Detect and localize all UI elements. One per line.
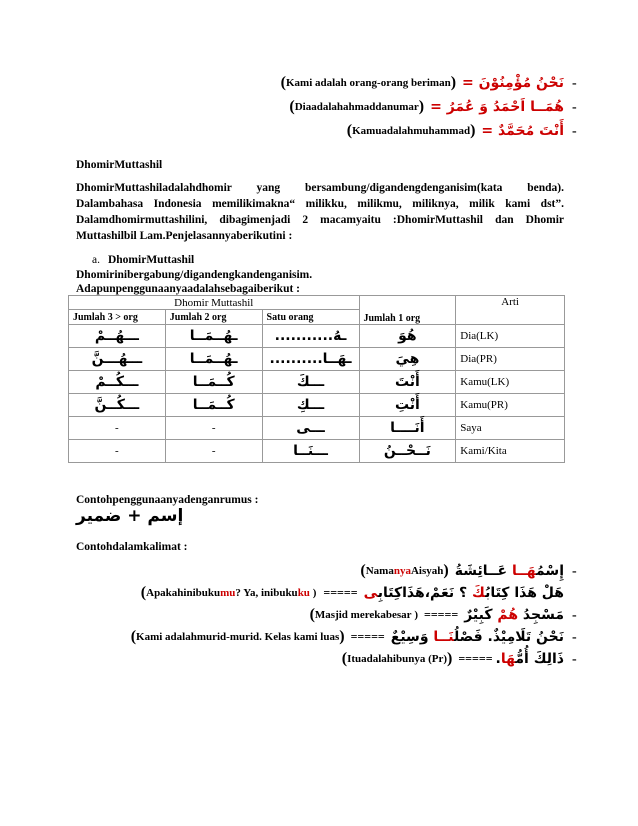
table-cell: Kamu(PR) [456, 394, 565, 417]
sentence-latin: Nama [365, 565, 394, 577]
table-cell: ـهُ........... [262, 325, 359, 348]
table-cell: أَنَــــا [359, 417, 456, 440]
table-cell: Saya [456, 417, 565, 440]
table-cell: كُــمَــا [165, 394, 262, 417]
sentence-latin: Aisyah [410, 565, 444, 577]
table-cell: ـهُــمَــا [165, 325, 262, 348]
col-header-single: Jumlah 1 org [359, 296, 456, 325]
dhomir-table [68, 295, 565, 463]
table-cell: ـــكِ [262, 394, 359, 417]
table-row [69, 325, 565, 348]
subsection-heading [76, 252, 564, 268]
sentence-line-2: (Apakahinibukumu? Ya, inibukuku ) ===== هَلْ هَذَا كِتَابُكَ ؟ نَعَمْ،هَذَاكِتَابِى [140, 584, 564, 601]
example-line-2: (Diaadalahahmaddanumar) هُمَــا اَحْمَدُ وَ عُمَرُ = - [289, 98, 577, 115]
table-cell: ـــنَــا [262, 440, 359, 463]
table-cell: ـــى [262, 417, 359, 440]
equals-sign: ===== [423, 607, 459, 622]
list-marker: a. [92, 254, 100, 266]
col-header-plural: Jumlah 3 > org [69, 310, 166, 325]
table-cell: Dia(PR) [456, 348, 565, 371]
sentence-line-5: (Ituadalahibunya (Pr)) ===== ذَالِكَ أُمُّهَا. - [341, 650, 577, 667]
table-row [69, 348, 565, 371]
bullet-dash: - [572, 76, 577, 91]
table-cell: نَــحْــنُ [359, 440, 456, 463]
col-header-dual: Jumlah 2 org [165, 310, 262, 325]
sentence-line-1: (NamanyaAisyah) إِسْمُهَــا عَــائِشَةُ - [360, 562, 577, 579]
table-cell: - [165, 440, 262, 463]
bullet-dash: - [572, 564, 577, 579]
formula-title: Contohpenggunaanyadenganrumus : [76, 494, 259, 506]
col-header-arti: Arti [456, 296, 565, 325]
table-row [69, 417, 565, 440]
table-cell: ـهُــمَــا [165, 348, 262, 371]
table-cell: Dia(LK) [456, 325, 565, 348]
equals-sign: ===== [323, 585, 358, 600]
table-cell: ـهَــا.......... [262, 348, 359, 371]
group-header: Dhomir Muttashil [69, 296, 360, 310]
sentence-line-4: (Kami adalahmurid-murid. Kelas kami luas) ===== نَحْنُ تَلَامِيْذٌ. فَصْلُنَــا وَسِيْعٌ - [130, 628, 577, 645]
table-row [69, 371, 565, 394]
table-cell: - [69, 440, 166, 463]
equals-sign: ===== [458, 651, 493, 666]
table-cell: ـــكَ [262, 371, 359, 394]
sentence-arabic: ذَالِكَ أُمُّهَا. [495, 651, 564, 667]
example-latin: Kamuadalahmuhammad [352, 125, 471, 137]
sentence-arabic: نَحْنُ تَلَامِيْذٌ. فَصْلُنَــا وَسِيْعٌ [390, 629, 564, 645]
formula: إسم + ضمير [76, 506, 184, 526]
sentence-latin-highlight: nya [393, 565, 411, 577]
table-group-header-row [69, 296, 565, 310]
sentence-arabic: إِسْمُهَــا عَــائِشَةُ [454, 563, 564, 579]
table-cell: ـــكُــنَّ [69, 394, 166, 417]
table-cell: Kami/Kita [456, 440, 565, 463]
table-cell: كُــمَــا [165, 371, 262, 394]
subsection-line-2: Adapunpenggunaanyaadalahsebagaiberikut : [76, 283, 301, 295]
table-cell: - [165, 417, 262, 440]
table-row [69, 440, 565, 463]
intro-paragraph: DhomirMuttashiladalahdhomir yang bersambung/digandengdenganisim(kata benda). Dalambahasa Indonesia memilikimakna“ milikku, milikmu, miliknya, milik kami dst”. Dalamdhomirmuttashilini, dibagimenjadi 2 macamyaitu :DhomirMuttashil dan Dhomir Muttashilbil Lam.Penjelasannyaberikutini : [76, 182, 564, 242]
example-line-3: (Kamuadalahmuhammad) أَنْتَ مُحَمَّدٌ = - [346, 122, 577, 139]
bullet-dash: - [572, 630, 577, 645]
table-row [69, 394, 565, 417]
subsection-line-1: Dhomirinibergabung/digandengkandenganisim. [76, 269, 313, 281]
table-cell: هِيَ [359, 348, 456, 371]
equals-sign: ===== [350, 629, 385, 644]
col-header-singular: Satu orang [262, 310, 359, 325]
table-cell: ـــهُــمْ [69, 325, 166, 348]
example-arabic: هُمَــا اَحْمَدُ وَ عُمَرُ = [430, 99, 564, 115]
bullet-dash: - [572, 100, 577, 115]
section-title: DhomirMuttashil [76, 159, 163, 171]
example-line-1: (Kami adalah orang-orang beriman) نَحْنُ مُؤْمِنُوْنَ = - [280, 74, 577, 91]
bullet-dash: - [572, 124, 577, 139]
table-cell: هُوَ [359, 325, 456, 348]
example-latin: Diaadalahahmaddanumar [294, 101, 419, 113]
sentence-arabic: مَسْجِدُ هُمْ كَبِيْرٌ [464, 607, 564, 623]
table-cell: أَنْتِ [359, 394, 456, 417]
table-cell: ـــكُــمْ [69, 371, 166, 394]
bullet-dash: - [572, 608, 577, 623]
sentence-arabic: هَلْ هَذَا كِتَابُكَ ؟ نَعَمْ،هَذَاكِتَابِى [363, 585, 564, 601]
bullet-dash: - [572, 652, 577, 667]
table-cell: ـــهُـــنَّ [69, 348, 166, 371]
subsection-title: DhomirMuttashil [107, 254, 195, 266]
table-cell: Kamu(LK) [456, 371, 565, 394]
example-arabic: نَحْنُ مُؤْمِنُوْنَ = [462, 75, 564, 91]
example-arabic: أَنْتَ مُحَمَّدٌ = [481, 123, 564, 139]
sentence-line-3: (Masjid merekabesar ) ===== مَسْجِدُ هُمْ كَبِيْرٌ - [309, 606, 577, 623]
table-cell: أَنْتَ [359, 371, 456, 394]
table-cell: - [69, 417, 166, 440]
sentences-title: Contohdalamkalimat : [76, 541, 188, 553]
example-latin: Kami adalah orang-orang beriman [285, 77, 451, 89]
